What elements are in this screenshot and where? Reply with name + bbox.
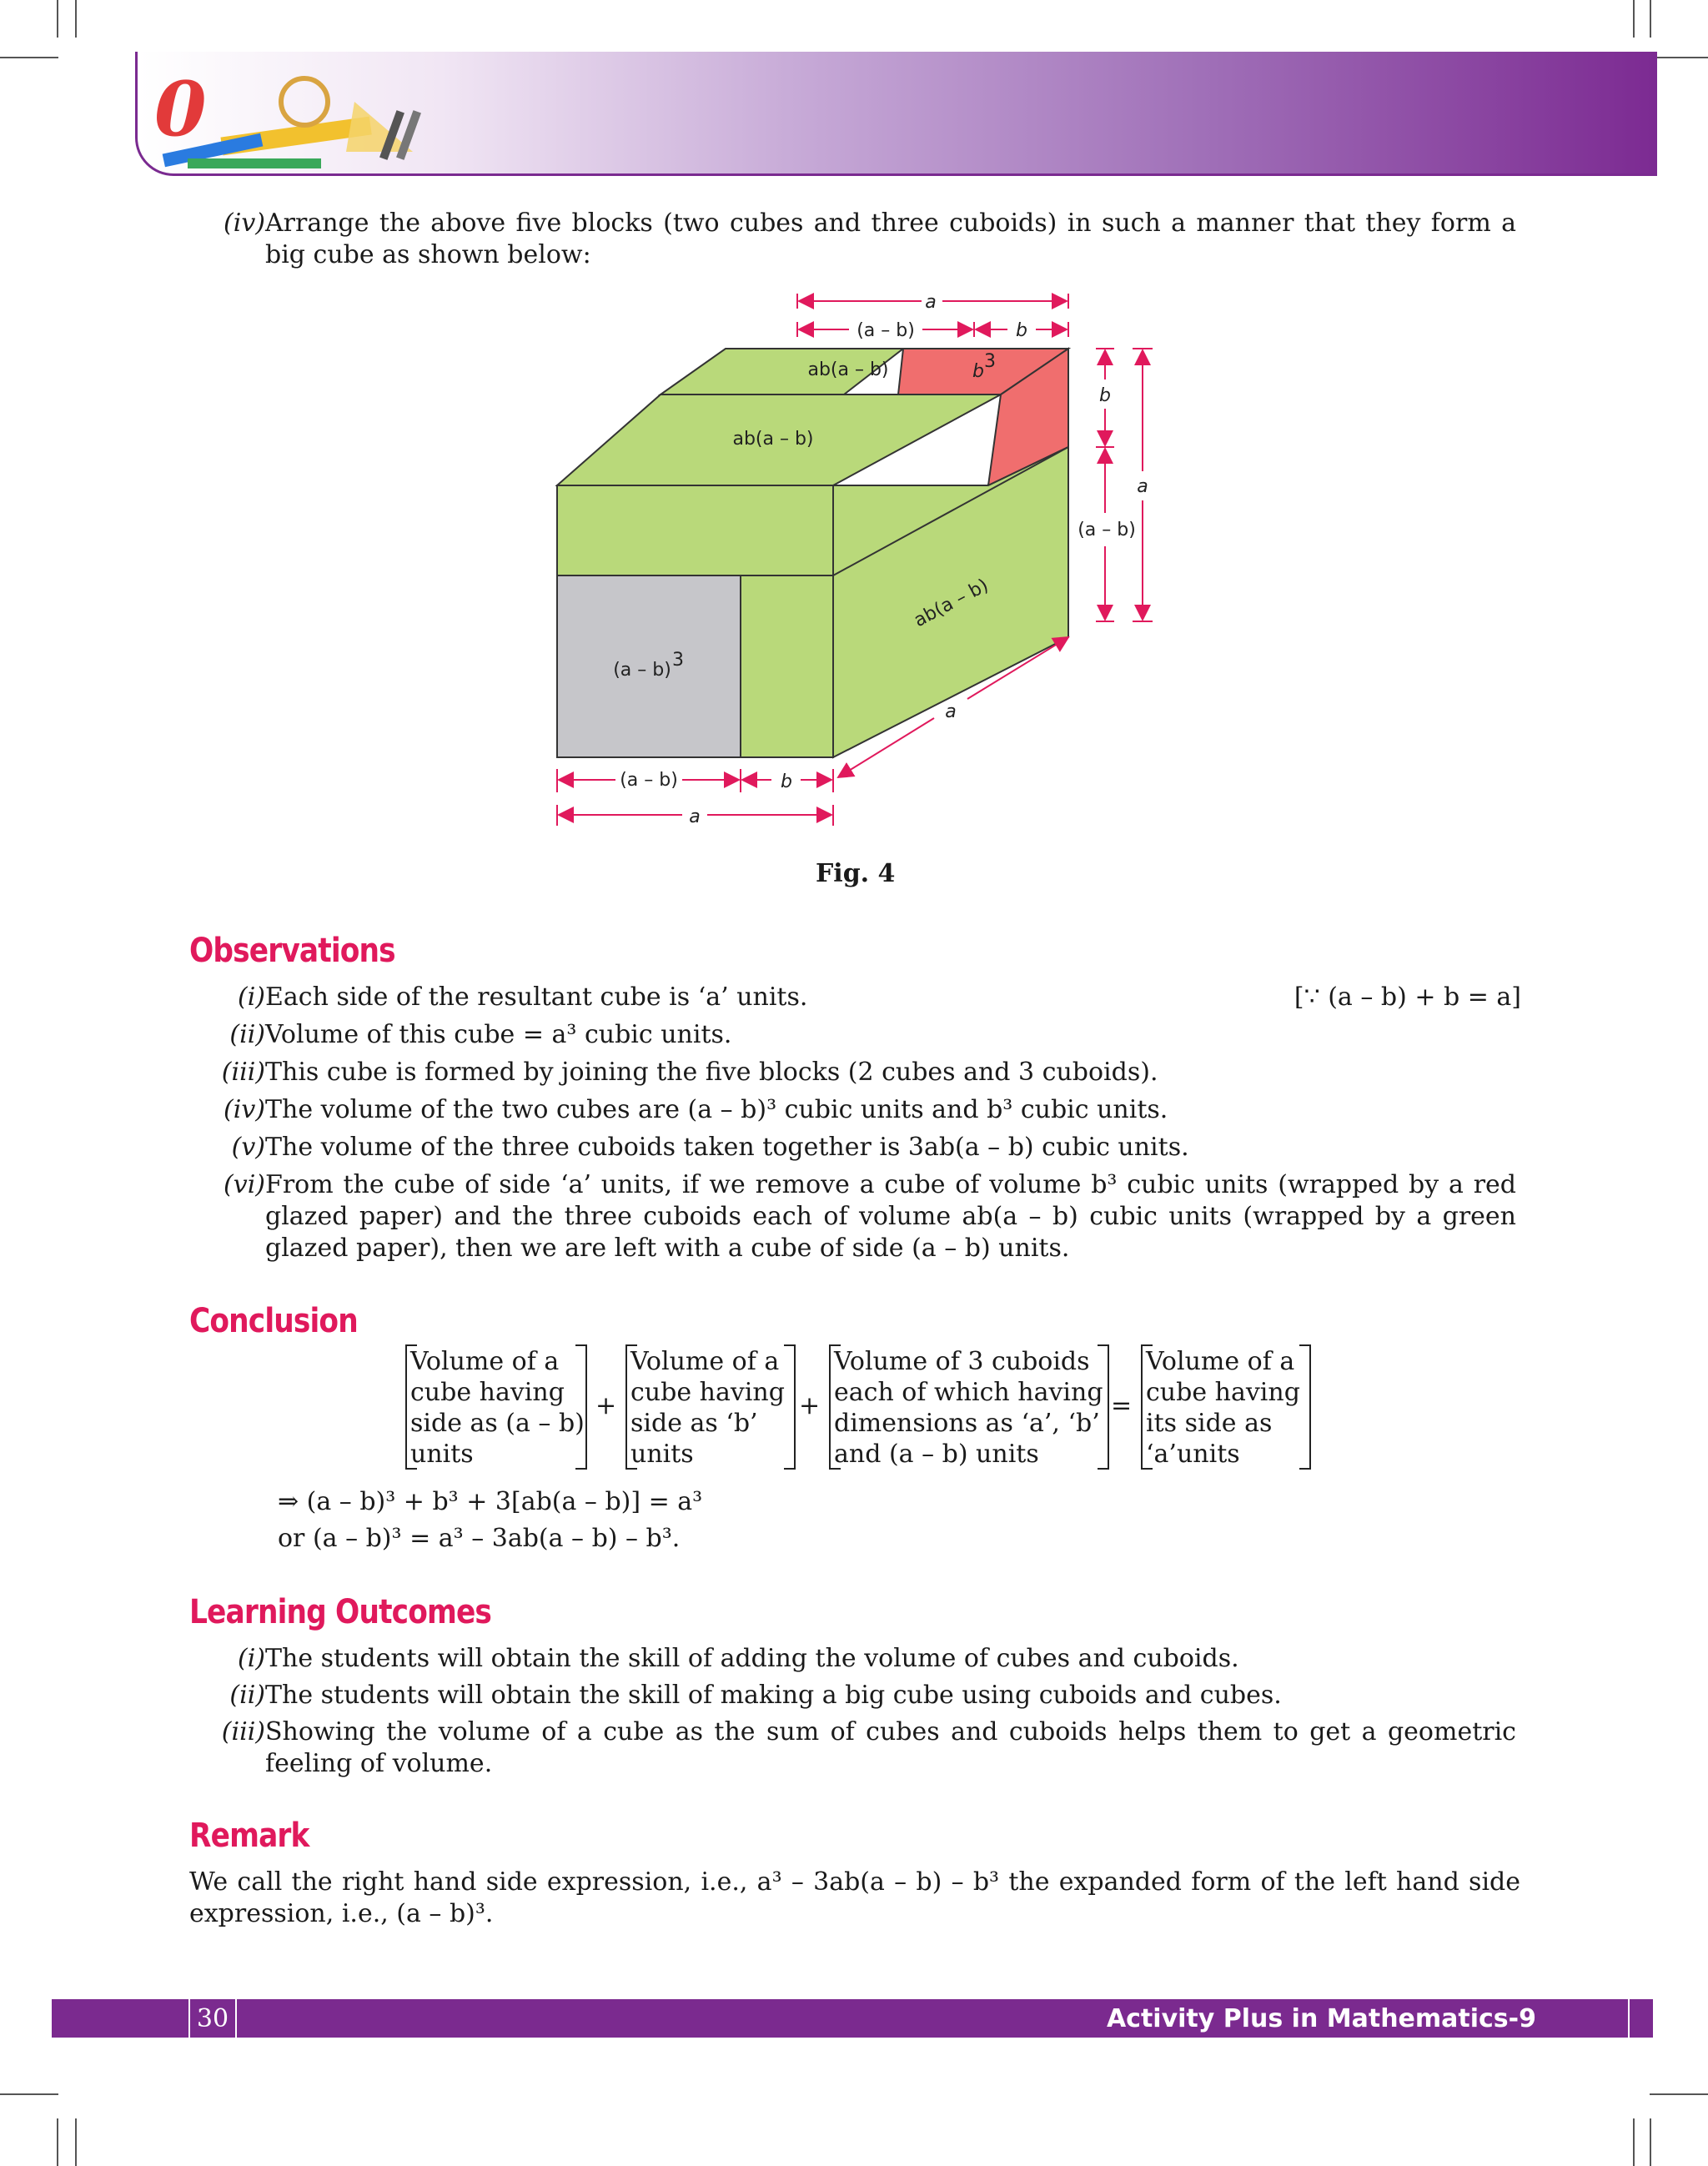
crop-mark [1650, 57, 1708, 58]
figure-caption: Fig. 4 [816, 859, 896, 888]
header-banner [135, 52, 1657, 176]
item-number: (vi) [224, 1170, 265, 1199]
observation-item [204, 1169, 1522, 1264]
crop-mark [0, 57, 58, 58]
fig-label-face-top1: ab(a – b) [807, 359, 889, 380]
item-text: From the cube of side ‘a’ units, if we remove a cube of volume b³ cubic units (wrapped by a red glazed paper) and the three cuboids each of volume ab(a – b) cubic units (wrapped by a green glazed paper), then we are left with a cube of side (a – b) units. [265, 1170, 1516, 1263]
matrix-cuboids [832, 1344, 1108, 1470]
observation-item [204, 1132, 1522, 1163]
right-bracket [1299, 1344, 1311, 1470]
matrix-line: cube having [1146, 1378, 1300, 1407]
item-text: Volume of this cube = a³ cubic units. [265, 1020, 732, 1049]
observation-item [204, 1019, 1522, 1051]
item-text: The volume of the two cubes are (a – b)³ cubic units and b³ cubic units. [265, 1095, 1168, 1124]
svg-text:0: 0 [154, 65, 207, 153]
item-number: (ii) [229, 1020, 265, 1049]
fig-label-face-side: ab(a – b) [910, 575, 992, 632]
equation-1: ⇒ (a – b)³ + b³ + 3[ab(a – b)] = a³ [278, 1487, 703, 1516]
matrix-cube-a [1144, 1344, 1311, 1470]
observation-item [204, 1057, 1522, 1088]
footer-bar [52, 1999, 1653, 2038]
fig-label-top-b: b [1016, 320, 1027, 341]
observation-item [204, 1094, 1522, 1126]
item-text: Each side of the resultant cube is ‘a’ units. [265, 982, 808, 1012]
item-number: (iii) [221, 1717, 265, 1746]
outcome-item [204, 1680, 1522, 1711]
item-number: (v) [231, 1133, 265, 1162]
footer-divider [1628, 1999, 1630, 2038]
matrix-line: Volume of a [1146, 1347, 1295, 1376]
equation-2: or (a – b)³ = a³ – 3ab(a – b) – b³. [278, 1524, 681, 1553]
fig-label-right-a: a [1137, 476, 1148, 497]
observation-note: [∵ (a – b) + b = a] [1294, 982, 1521, 1012]
fig-label-bottom-amb: (a – b) [620, 770, 678, 791]
matrix-line: Volume of a [630, 1347, 780, 1376]
crop-mark [1650, 2093, 1708, 2095]
front-top-cuboid [557, 485, 833, 575]
fig-label-right-amb: (a – b) [1078, 520, 1136, 540]
matrix-line: cube having [410, 1378, 565, 1407]
outcome-item [204, 1643, 1522, 1675]
crop-mark [75, 2118, 77, 2166]
conclusion-heading: Conclusion [189, 1302, 358, 1340]
intro-item [204, 208, 1522, 271]
crop-mark [1650, 0, 1651, 38]
matrix-cube-amb [409, 1344, 592, 1470]
item-number: (i) [237, 1644, 265, 1673]
right-bracket [784, 1344, 796, 1470]
stationery-illustration [138, 52, 438, 173]
crop-mark [0, 2093, 58, 2095]
item-text: The students will obtain the skill of making a big cube using cuboids and cubes. [265, 1681, 1282, 1710]
item-number: (iv) [224, 209, 265, 238]
outcome-item [204, 1716, 1522, 1780]
b3-exponent: 3 [984, 351, 996, 372]
remark-heading: Remark [189, 1817, 309, 1855]
cube-figure [534, 284, 1168, 842]
fig-label-face-top2: ab(a – b) [732, 429, 814, 450]
matrix-line: side as ‘b’ [630, 1409, 758, 1438]
item-number: (ii) [229, 1681, 265, 1710]
matrix-line: and (a – b) units [834, 1440, 1039, 1469]
crop-mark [57, 0, 58, 38]
item-text: The students will obtain the skill of adding the volume of cubes and cuboids. [265, 1644, 1239, 1673]
matrix-cube-b [629, 1344, 796, 1470]
matrix-line: ‘a’units [1146, 1440, 1240, 1469]
front-exponent: 3 [672, 650, 684, 671]
front-side-cuboid [741, 575, 833, 757]
item-number: (i) [237, 982, 265, 1012]
fig-label-top-a: a [925, 292, 937, 313]
matrix-line: each of which having [834, 1378, 1103, 1407]
matrix-line: cube having [630, 1378, 785, 1407]
fig-label-top-amb: (a – b) [857, 320, 915, 341]
remark-text: We call the right hand side expression, i.e., a³ – 3ab(a – b) – b³ the expanded form of the left hand side expression, i.e., (a – b)³. [189, 1867, 1520, 1928]
page-number: 30 [196, 2004, 229, 2033]
item-text: This cube is formed by joining the five blocks (2 cubes and 3 cuboids). [265, 1058, 1158, 1087]
fig-label-bottom-b: b [781, 771, 792, 792]
fig-label-bottom-a: a [689, 807, 701, 827]
plus-sign: + [595, 1391, 617, 1420]
outcomes-heading: Learning Outcomes [189, 1593, 492, 1631]
right-bracket [575, 1344, 587, 1470]
fig-label-right-b: b [1099, 385, 1111, 406]
item-text: Showing the volume of a cube as the sum of cubes and cuboids helps them to get a geometric feeling of volume. [265, 1717, 1516, 1778]
item-text: Arrange the above five blocks (two cubes and three cuboids) in such a manner that they form a big cube as shown below: [265, 209, 1516, 269]
item-text: The volume of the three cuboids taken together is 3ab(a – b) cubic units. [265, 1133, 1189, 1162]
matrix-line: side as (a – b) [410, 1409, 585, 1438]
crop-mark [1650, 2118, 1651, 2166]
crop-mark [75, 0, 77, 38]
matrix-line: units [630, 1440, 694, 1469]
crop-mark [57, 2118, 58, 2166]
crop-mark [1633, 0, 1635, 38]
matrix-line: Volume of a [410, 1347, 560, 1376]
equals-sign: = [1111, 1391, 1133, 1420]
item-number: (iii) [221, 1058, 265, 1087]
fig-label-face-front: (a – b) [613, 660, 671, 681]
matrix-line: Volume of 3 cuboids [834, 1347, 1090, 1376]
fig-label-face-b3: b [972, 361, 984, 382]
matrix-line: dimensions as ‘a’, ‘b’ [834, 1409, 1100, 1438]
book-title: Activity Plus in Mathematics-9 [1106, 2004, 1536, 2033]
item-number: (iv) [224, 1095, 265, 1124]
fig-label-diag-a: a [945, 701, 957, 722]
matrix-line: units [410, 1440, 474, 1469]
matrix-line: its side as [1146, 1409, 1273, 1438]
observations-heading: Observations [189, 932, 395, 970]
plus-sign: + [799, 1391, 821, 1420]
crop-mark [1633, 2118, 1635, 2166]
